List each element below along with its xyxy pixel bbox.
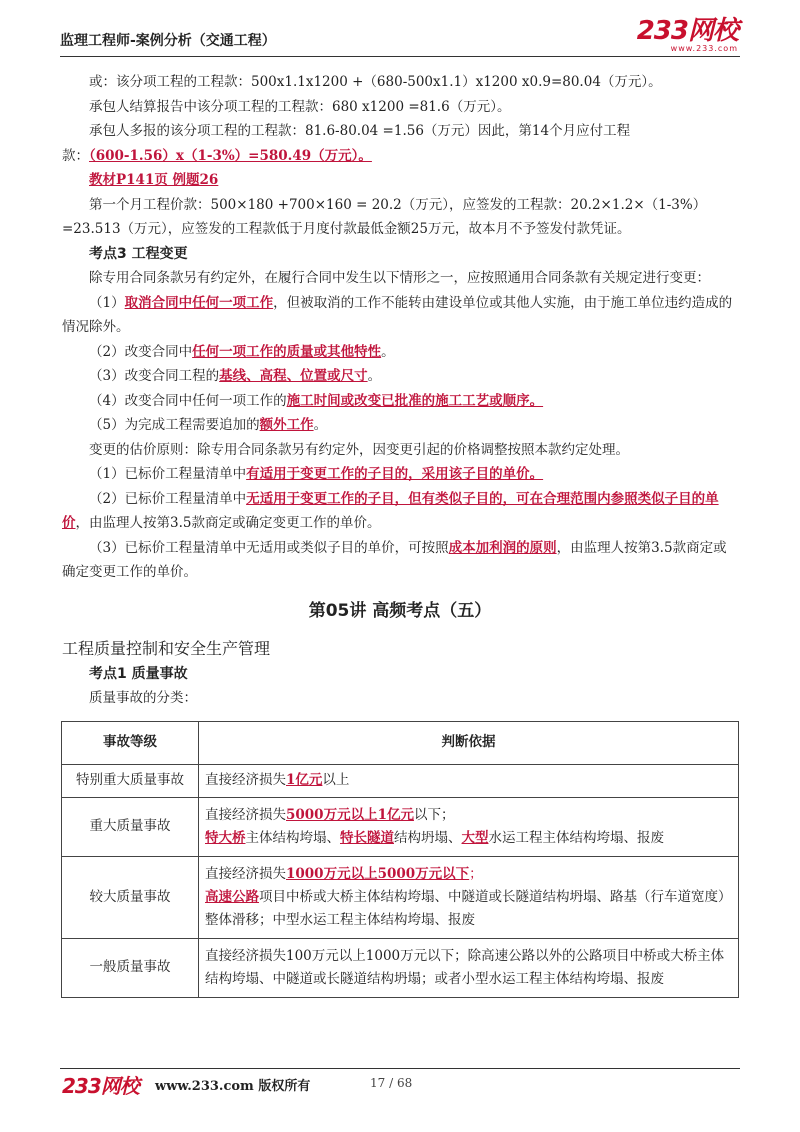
- list-item: （2）改变合同中任何一项工作的质量或其他特性。: [89, 343, 395, 360]
- header-rule: [60, 56, 740, 57]
- level-cell: 特别重大质量事故: [62, 764, 199, 797]
- text-line: 承包人结算报告中该分项工程的工程款：680 x1200 =81.6（万元）。: [89, 98, 511, 115]
- list-item: （2）已标价工程量清单中无适用于变更工作的子目，但有类似子目的，可在合理范围内参照类似子目的单价，由监理人按第3.5款商定或确定变更工作的单价。: [62, 490, 719, 531]
- quality-accident-table: [61, 721, 739, 998]
- table-header-row: [62, 721, 739, 764]
- header-title: 监理工程师-案例分析（交通工程）: [60, 33, 276, 49]
- table-row: [62, 856, 739, 938]
- text-line: 承包人多报的该分项工程的工程款：81.6-80.04 =1.56（万元）因此，第14个月应付工程: [89, 123, 631, 139]
- criteria-cell: 直接经济损失1亿元以上: [199, 764, 739, 797]
- logo-subtext: www.233.com: [670, 44, 738, 53]
- table-header-cell: 事故等级: [62, 721, 199, 764]
- header-logo: [637, 18, 738, 53]
- text-line: 质量事故的分类：: [89, 690, 197, 706]
- heading-engineering-change: 考点3 工程变更: [89, 245, 188, 262]
- heading-quality-accident: 考点1 质量事故: [89, 665, 188, 682]
- text-paragraph: 除专用合同条款另有约定外，在履行合同中发生以下情形之一，应按照通用合同条款有关规定进行变更：: [89, 270, 710, 286]
- footer-rule: [60, 1068, 740, 1069]
- criteria-cell: 直接经济损失5000万元以上1亿元以下； 特大桥主体结构垮塌、特长隧道结构坍塌、大型水运工程主体结构垮塌、报废: [199, 797, 739, 856]
- text-paragraph: 变更的估价原则：除专用合同条款另有约定外，因变更引起的价格调整按照本款约定处理。: [89, 441, 629, 458]
- section-title: 工程质量控制和安全生产管理: [62, 639, 271, 658]
- list-item: （4）改变合同中任何一项工作的施工时间或改变已批准的施工工艺或顺序。: [89, 392, 544, 409]
- table-header-cell: 判断依据: [199, 721, 739, 764]
- list-item: （5）为完成工程需要追加的额外工作。: [89, 417, 328, 433]
- text-line: 或：该分项工程的工程款：500x1.1x1200 +（680-500x1.1）x1200 x0.9=80.04（万元）。: [89, 74, 662, 90]
- criteria-cell: 直接经济损失1000万元以上5000万元以下； 高速公路项目中桥或大桥主体结构垮塌、中隧道或长隧道结构坍塌、路基（行车道宽度）整体滑移；中型水运工程主体结构垮塌、报废: [199, 856, 739, 938]
- list-item: （1）取消合同中任何一项工作，但被取消的工作不能转由建设单位或其他人实施，由于施工单位违约造成的情况除外。: [62, 294, 733, 335]
- textbook-reference: 教材P141页 例题26: [89, 172, 219, 188]
- list-item: （3）已标价工程量清单中无适用或类似子目的单价，可按照成本加利润的原则，由监理人按第3.5款商定或确定变更工作的单价。: [62, 539, 727, 580]
- level-cell: 重大质量事故: [62, 797, 199, 856]
- list-item: （3）改变合同工程的基线、高程、位置或尺寸。: [89, 368, 382, 384]
- level-cell: 一般质量事故: [62, 938, 199, 997]
- logo-text: 233网校: [636, 16, 738, 46]
- criteria-cell: 直接经济损失100万元以上1000万元以下；除高速公路以外的公路项目中桥或大桥主体结构垮塌、中隧道或长隧道结构坍塌；或者小型水运工程主体结构垮塌、报废: [199, 938, 739, 997]
- footer-logo: 233网校: [62, 1074, 139, 1098]
- table-row: [62, 764, 739, 797]
- level-cell: 较大质量事故: [62, 856, 199, 938]
- text-line: 款：（600-1.56）x（1-3%）=580.49（万元）。: [62, 147, 372, 164]
- page-number: 17 / 68: [370, 1076, 413, 1090]
- footer-copyright: www.233.com 版权所有: [155, 1079, 311, 1094]
- table-row: [62, 797, 739, 856]
- lecture-title: 第05讲 高频考点（五）: [308, 600, 492, 621]
- page-content: [62, 70, 738, 998]
- text-paragraph: 第一个月工程价款：500×180 +700×160 = 20.2（万元），应签发的工程款：20.2×1.2×（1-3%）=23.513（万元），应签发的工程款低于月度付款最低金额25万元，故本月不予签发付款凭证。: [62, 196, 707, 237]
- table-row: [62, 938, 739, 997]
- answer-highlight: （600-1.56）x（1-3%）=580.49（万元）。: [89, 147, 372, 164]
- list-item: （1）已标价工程量清单中有适用于变更工作的子目的，采用该子目的单价。: [89, 466, 544, 482]
